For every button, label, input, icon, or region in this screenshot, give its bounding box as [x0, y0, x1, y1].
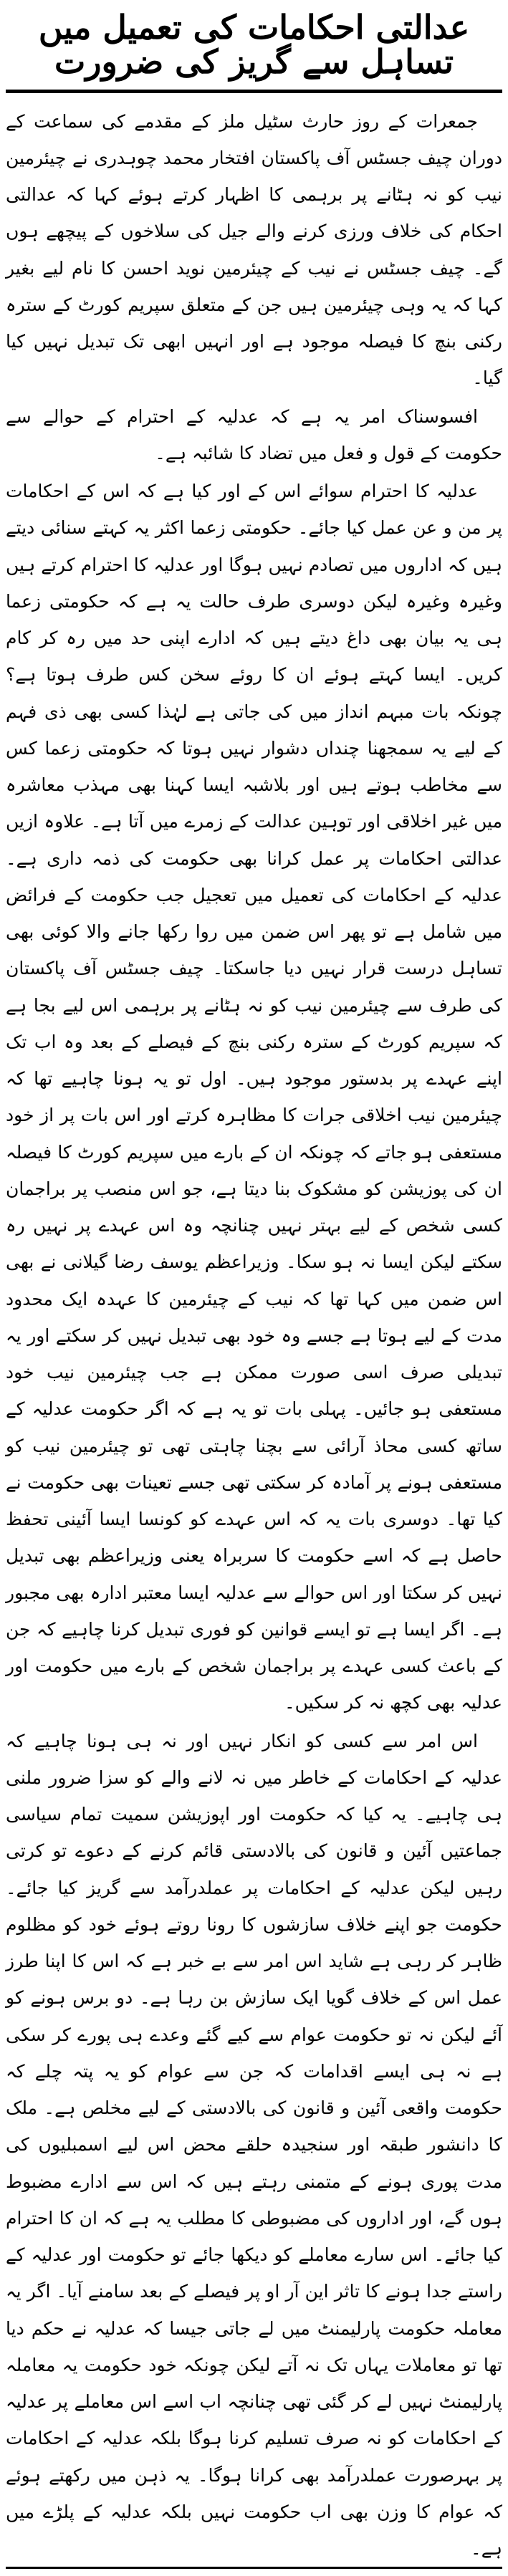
- article-headline: عدالتی احکامات کی تعمیل میں تساہل سے گریز کی ضرورت: [38, 8, 470, 82]
- article-body: [6, 103, 502, 2567]
- headline-divider-rule: [6, 90, 502, 93]
- article-paragraph: افسوسناک امر یہ ہے کہ عدلیہ کے احترام کے حوالے سے حکومت کے قول و فعل میں تضاد کا شائبہ ہے۔: [6, 405, 502, 463]
- article-paragraph: عدلیہ کا احترام سوائے اس کے اور کیا ہے کہ اس کے احکامات پر من و عن عمل کیا جائے۔ حکومتی زعما اکثر یہ کہتے سنائی دیتے ہیں کہ اداروں میں تصادم نہیں ہوگا اور عدلیہ کا احترام کرتے ہیں وغیرہ وغیرہ لیکن دوسری طرف حالت یہ ہے کہ حکومتی زعما ہی یہ بیان بھی داغ دیتے ہیں کہ ادارے اپنی حد میں رہ کر کام کریں۔ ایسا کہتے ہوئے ان کا روئے سخن کس طرف ہوتا ہے؟ چونکہ بات مبہم انداز میں کی جاتی ہے لہٰذا کسی بھی ذی فہم کے لیے یہ سمجھنا چنداں دشوار نہیں ہوتا کہ حکومتی زعما کس سے مخاطب ہوتے ہیں اور بلاشبہ ایسا کہنا بھی مہذب معاشرہ میں غیر اخلاقی اور توہین عدالت کے زمرے میں آتا ہے۔ علاوہ ازیں عدالتی احکامات پر عمل کرانا بھی حکومت کی ذمہ داری ہے۔ عدلیہ کے احکامات کی تعمیل میں تعجیل جب حکومت کے فرائض میں شامل ہے تو پھر اس ضمن میں روا رکھا جانے والا کوئی بھی تساہل درست قرار نہیں دیا جاسکتا۔ چیف جسٹس آف پاکستان کی طرف سے چیئرمین نیب کو نہ ہٹانے پر برہمی اس لیے بجا ہے کہ سپریم کورٹ کے سترہ رکنی بنچ کے فیصلے کے بعد وہ اب تک اپنے عہدے پر بدستور موجود ہیں۔ اول تو یہ ہونا چاہیے تھا کہ چیئرمین نیب اخلاقی جرات کا مظاہرہ کرتے اور اس بات پر از خود مستعفی ہو جاتے کہ چونکہ ان کے بارے میں سپریم کورٹ کا فیصلہ ان کی پوزیشن کو مشکوک بنا دیتا ہے، جو اس منصب پر براجمان کسی شخص کے لیے بہتر نہیں چنانچہ وہ اس عہدے پر نہیں رہ سکتے لیکن ایسا نہ ہو سکا۔ وزیراعظم یوسف رضا گیلانی نے بھی اس ضمن میں کہا تھا کہ نیب کے چیئرمین کا عہدہ ایک محدود مدت کے لیے ہوتا ہے جسے وہ خود بھی تبدیل نہیں کر سکتے اور یہ تبدیلی صرف اسی صورت ممکن ہے جب چیئرمین نیب خود مستعفی ہو جائیں۔ پہلی بات تو یہ ہے کہ اگر حکومت عدلیہ کے ساتھ کسی محاذ آرائی سے بچنا چاہتی تھی تو چیئرمین نیب کو مستعفی ہونے پر آمادہ کر سکتی تھی جسے تعینات بھی حکومت نے کیا تھا۔ دوسری بات یہ کہ اس عہدے کو کونسا ایسا آئینی تحفظ حاصل ہے کہ اسے حکومت کا سربراہ یعنی وزیراعظم بھی تبدیل نہیں کر سکتا اور اس حوالے سے عدلیہ ایسا معتبر ادارہ بھی مجبور ہے۔ اگر ایسا ہے تو ایسے قوانین کو فوری تبدیل کرنا چاہیے کہ جن کے باعث کسی عہدے پر براجمان شخص کے بارے میں حکومت اور عدلیہ بھی کچھ نہ کر سکیں۔: [6, 481, 502, 1714]
- article-paragraph: اس امر سے کسی کو انکار نہیں اور نہ ہی ہونا چاہیے کہ عدلیہ کے احکامات کے خاطر میں نہ لانے والے کو سزا ضرور ملنی ہی چاہیے۔ یہ کیا کہ حکومت اور اپوزیشن سمیت تمام سیاسی جماعتیں آئین و قانون کی بالادستی قائم کرنے کے دعوے تو کرتی رہیں لیکن عدلیہ کے احکامات پر عملدرآمد سے گریز کیا جائے۔ حکومت جو اپنے خلاف سازشوں کا رونا روتے ہوئے خود کو مظلوم ظاہر کر رہی ہے شاید اس امر سے بے خبر ہے کہ اس کا اپنا طرز عمل اس کے خلاف گویا ایک سازش بن رہا ہے۔ دو برس ہونے کو آئے لیکن نہ تو حکومت عوام سے کیے گئے وعدے ہی پورے کر سکی ہے نہ ہی ایسے اقدامات کہ جن سے عوام کو یہ پتہ چلے کہ حکومت واقعی آئین و قانون کی بالادستی کے لیے مخلص ہے۔ ملک کا دانشور طبقہ اور سنجیدہ حلقے محض اس لیے اسمبلیوں کی مدت پوری ہونے کے متمنی رہتے ہیں کہ اس سے ادارے مضبوط ہوں گے، اور اداروں کی مضبوطی کا مطلب یہ ہے کہ ان کا احترام کیا جائے۔ اس سارے معاملے کو دیکھا جائے تو حکومت اور عدلیہ کے راستے جدا ہونے کا تاثر این آر او پر فیصلے کے بعد سامنے آیا۔ اگر یہ معاملہ حکومت پارلیمنٹ میں لے جاتی جیسا کہ عدلیہ نے حکم دیا تھا تو معاملات یہاں تک نہ آتے لیکن چونکہ خود حکومت یہ معاملہ پارلیمنٹ نہیں لے کر گئی تھی چنانچہ اب اسے اس معاملے پر عدلیہ کے احکامات کو نہ صرف تسلیم کرنا ہوگا بلکہ عدلیہ کے احکامات پر بہرصورت عملدرآمد بھی کرانا ہوگا۔ یہ ذہن میں رکھتے ہوئے کہ عوام کا وزن بھی اب حکومت نہیں بلکہ عدلیہ کے پلڑے میں ہے۔: [6, 1730, 502, 2560]
- article-paragraph: جمعرات کے روز حارث سٹیل ملز کے مقدمے کی سماعت کے دوران چیف جسٹس آف پاکستان افتخار محمد چوہدری نے چیئرمین نیب کو نہ ہٹانے پر برہمی کا اظہار کرتے ہوئے کہا کہ عدالتی احکام کی خلاف ورزی کرنے والے جیل کی سلاخوں کے پیچھے ہوں گے۔ چیف جسٹس نے نیب کے چیئرمین نوید احسن کا نام لیے بغیر کہا کہ یہ وہی چیئرمین ہیں جن کے متعلق سپریم کورٹ کے سترہ رکنی بنچ کا فیصلہ موجود ہے اور انہیں ابھی تک تبدیل نہیں کیا گیا۔: [6, 110, 502, 389]
- article-end-rule: [6, 2567, 502, 2569]
